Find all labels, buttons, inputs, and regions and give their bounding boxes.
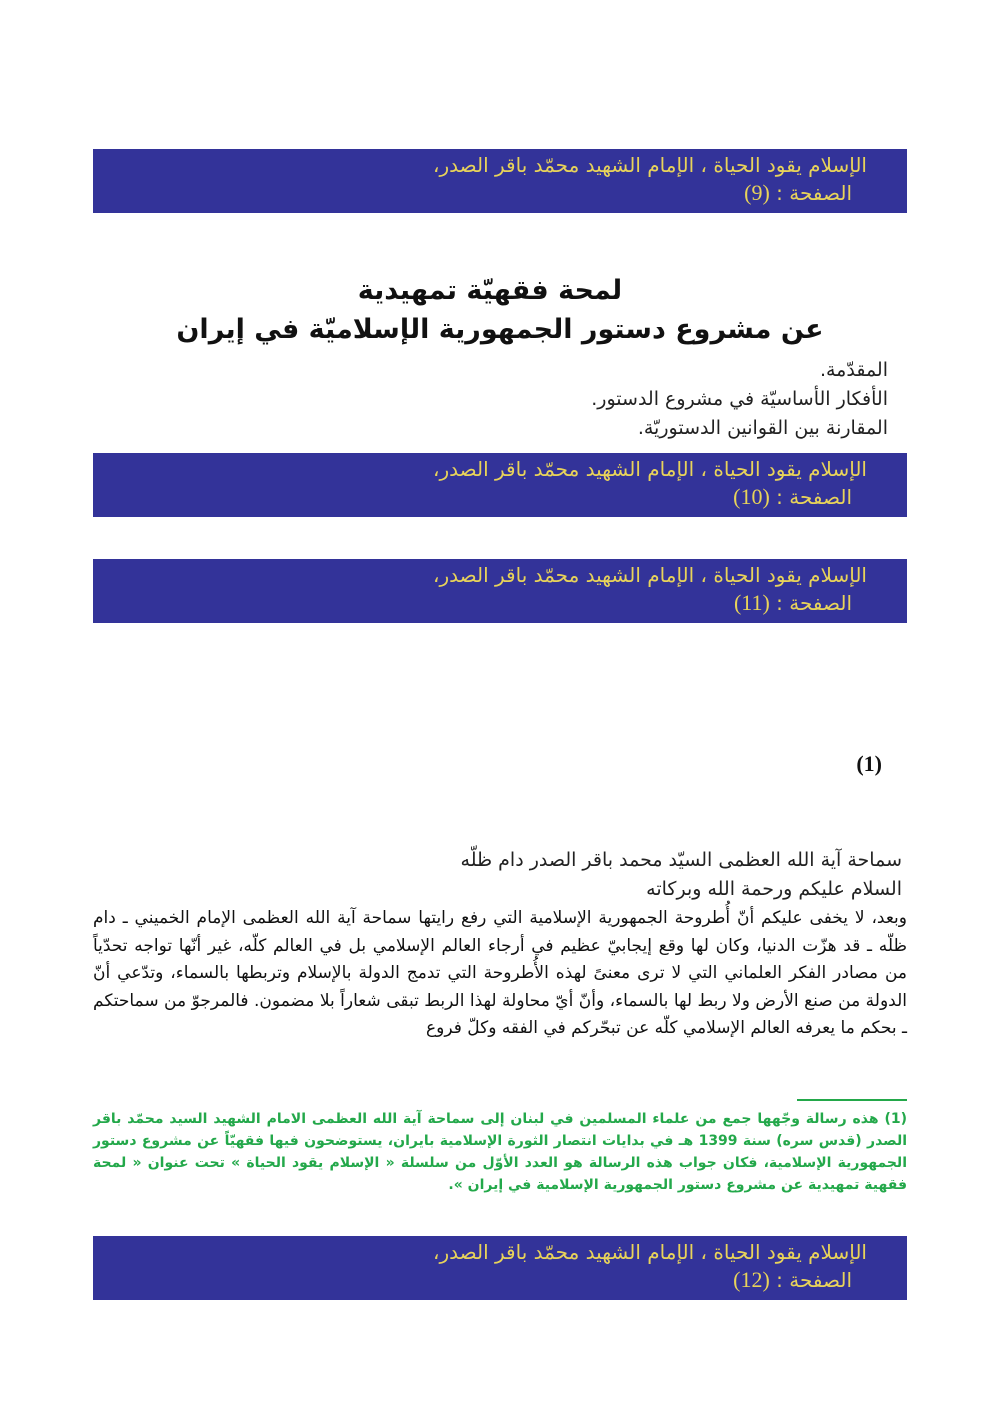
banner-title: الإسلام يقود الحياة ، الإمام الشهيد محمّد باقر الصدر،	[433, 153, 867, 177]
banner-page-number: (9)	[744, 180, 770, 205]
banner-title: الإسلام يقود الحياة ، الإمام الشهيد محمّد باقر الصدر،	[433, 1240, 867, 1264]
toc-item-basic-ideas: الأفكار الأساسيّة في مشروع الدستور.	[591, 388, 888, 410]
toc-item-comparison: المقارنة بين القوانين الدستوريّة.	[637, 417, 888, 439]
banner-title: الإسلام يقود الحياة ، الإمام الشهيد محمّد باقر الصدر،	[433, 563, 867, 587]
toc-item-intro: المقدّمة.	[819, 359, 888, 381]
page-banner-9	[93, 149, 907, 213]
page-banner-11	[93, 559, 907, 623]
doc-title-line2: عن مشروع دستور الجمهورية الإسلاميّة في إيران	[176, 314, 824, 345]
doc-title-line1: لمحة فقهيّة تمهيدية	[357, 275, 623, 306]
letter-body: وبعد، لا يخفى عليكم أنّ أُطروحة الجمهورية الإسلامية التي رفع رايتها سماحة آية الله العظمى الإمام الخميني ـ دام ظلّه ـ قد هزّت الدنيا، وكان لها وقع إيجابيّ عظيم في أرجاء العالم الإسلامي بل في العالم كلّه، غير أنّها تواجه تحدّياً من مصادر الفكر العلماني التي لا ترى معنىً لهذه الأُطروحة التي تدمج الدولة بالإسلام وتربطها بالسماء، وتدّعي أنّ الدولة من صنع الأرض ولا ربط لها بالسماء، وأنّ أيّ محاولة لهذا الربط تبقى شعاراً بلا مضمون. فالمرجوّ من سماحتكم ـ بحكم ما يعرفه العالم الإسلامي كلّه عن تبحّركم في الفقه وكلّ فروع	[93, 908, 907, 1038]
banner-page-number: (12)	[733, 1267, 770, 1292]
footnote-divider	[797, 1099, 907, 1101]
salutation-line1: سماحة آية الله العظمى السيّد محمد باقر الصدر دام ظلّه	[460, 849, 902, 871]
salutation-line2: السلام عليكم ورحمة الله وبركاته	[646, 878, 902, 900]
page-banner-10	[93, 453, 907, 517]
banner-page-label: الصفحة :	[776, 1268, 852, 1292]
page-banner-12	[93, 1236, 907, 1300]
banner-title: الإسلام يقود الحياة ، الإمام الشهيد محمّد باقر الصدر،	[433, 457, 867, 481]
banner-page-label: الصفحة :	[776, 591, 852, 615]
banner-page-number: (10)	[733, 484, 770, 509]
banner-page-number: (11)	[733, 590, 770, 615]
banner-page-label: الصفحة :	[776, 181, 852, 205]
footnote-marker: (1)	[856, 751, 882, 776]
footnote-text: (1) هذه رسالة وجّهها جمع من علماء المسلمين في لبنان إلى سماحة آية الله العظمى الامام الشهيد السيد محمّد باقر الصدر (قدس سره) سنة 1399 هـ في بدايات انتصار الثورة الإسلامية بايران، يستوضحون فيها فقهيّاً عن مشروع دستور الجمهورية الإسلامية، فكان جواب هذه الرسالة هو العدد الأوّل من سلسلة « الإسلام يقود الحياة » تحت عنوان « لمحة فقهية تمهيدية عن مشروع دستور الجمهورية الإسلامية في إيران ».	[93, 1111, 908, 1193]
banner-page-label: الصفحة :	[776, 485, 852, 509]
